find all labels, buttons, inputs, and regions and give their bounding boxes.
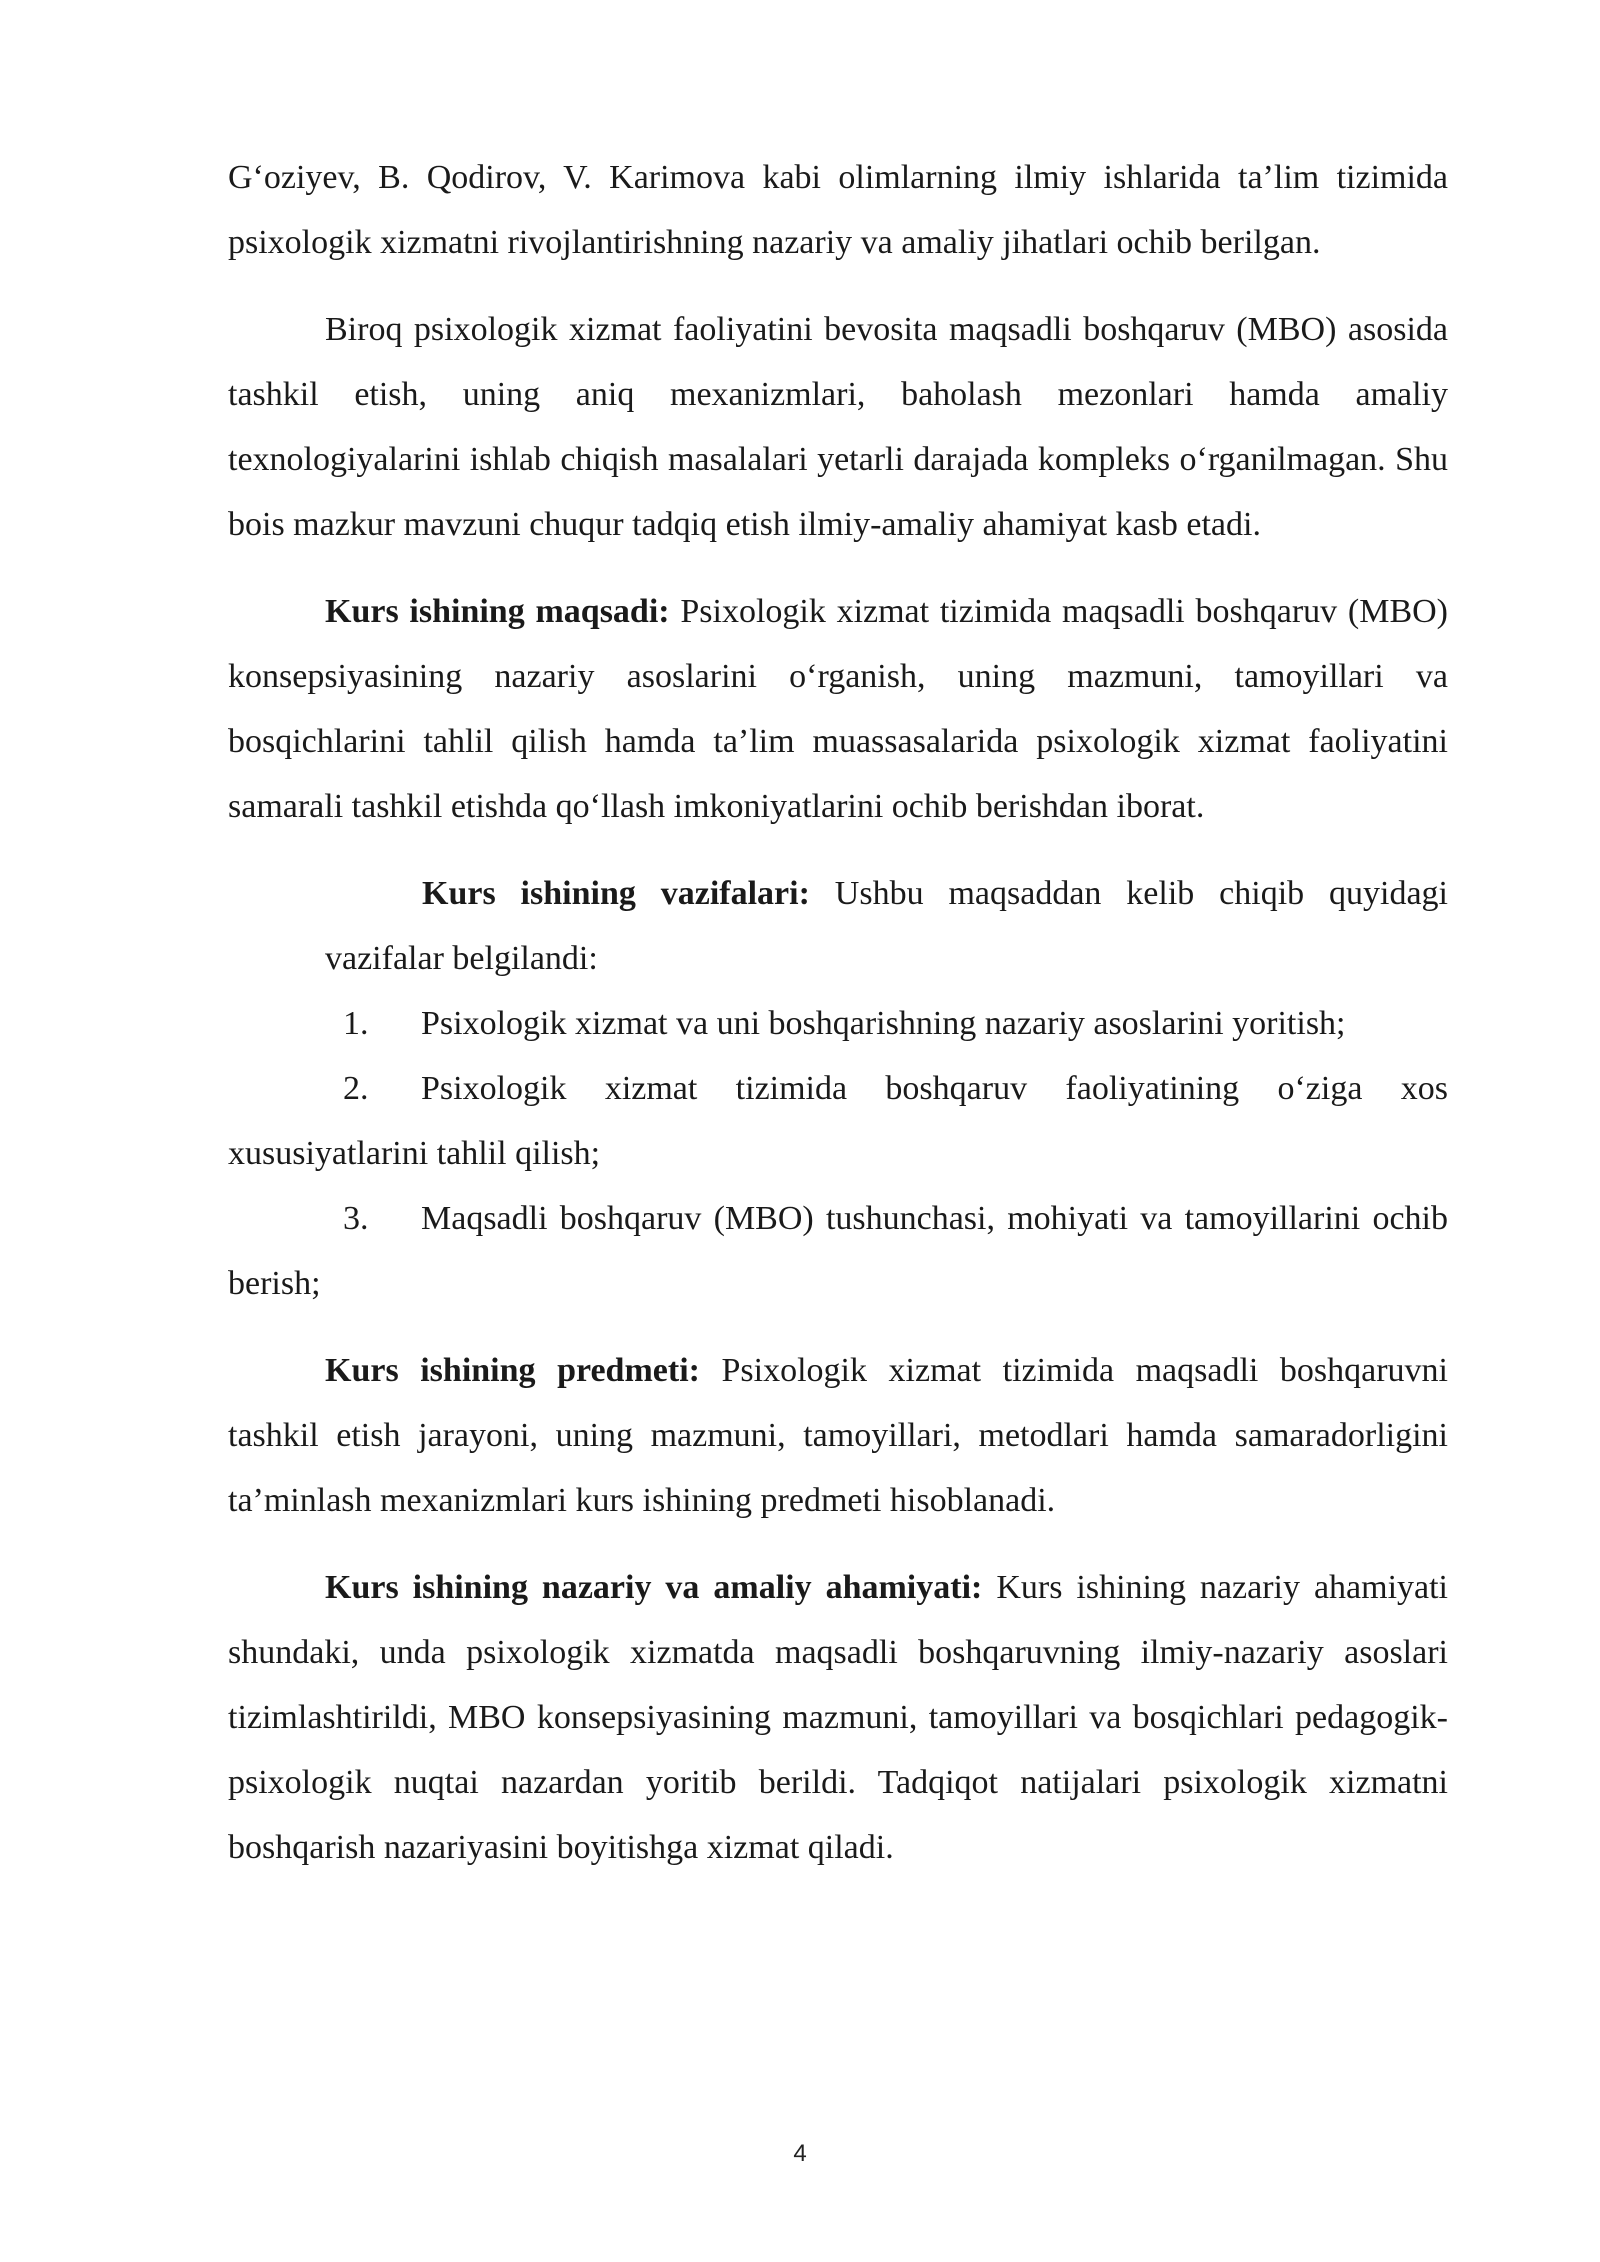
paragraph-goal bbox=[228, 579, 1448, 839]
list-item bbox=[228, 991, 1448, 1056]
list-item-text: Maqsadli boshqaruv (MBO) tushunchasi, mohiyati va tamoyillarini ochib berish; bbox=[228, 1200, 1448, 1302]
tasks-label: Kurs ishining vazifalari: bbox=[422, 875, 810, 912]
paragraph-significance bbox=[228, 1555, 1448, 1880]
list-item-number: 3. bbox=[343, 1200, 369, 1237]
list-item-text: Psixologik xizmat tizimida boshqaruv faoliyatining o‘ziga xos xususiyatlarini tahlil qilish; bbox=[228, 1070, 1448, 1172]
goal-text: Psixologik xizmat tizimida maqsadli boshqaruv (MBO) konsepsiyasining nazariy asoslarini o‘rganish, uning mazmuni, tamoyillari va bosqichlarini tahlil qilish hamda ta’lim muassasalarida psixologik xizmat faoliyatini samarali tashkil etishda qo‘llash imkoniyatlarini ochib berishdan iborat. bbox=[228, 593, 1448, 825]
list-item-text: Psixologik xizmat va uni boshqarishning nazariy asoslarini yoritish; bbox=[421, 1005, 1346, 1042]
paragraph-intro: G‘oziyev, B. Qodirov, V. Karimova kabi olimlarning ilmiy ishlarida ta’lim tizimida psixologik xizmatni rivojlantirishning nazariy va amaliy jihatlari ochib berilgan. bbox=[228, 159, 1448, 261]
list-item-number: 1. bbox=[343, 1005, 369, 1042]
list-item bbox=[228, 1186, 1448, 1316]
tasks-list bbox=[228, 991, 1448, 1316]
subject-text: Psixologik xizmat tizimida maqsadli boshqaruvni tashkil etish jarayoni, uning mazmuni, tamoyillari, metodlari hamda samaradorligini ta’minlash mexanizmlari kurs ishining predmeti hisoblanadi. bbox=[228, 1352, 1448, 1519]
list-item-number: 2. bbox=[343, 1070, 369, 1107]
tasks-text: Ushbu maqsaddan kelib chiqib quyidagi vazifalar belgilandi: bbox=[325, 875, 1449, 977]
significance-text: Kurs ishining nazariy ahamiyati shundaki, unda psixologik xizmatda maqsadli boshqaruvning ilmiy-nazariy asoslari tizimlashtirildi, MBO konsepsiyasining mazmuni, tamoyillari va bosqichlari pedagogik-psixologik nuqtai nazardan yoritib berildi. Tadqiqot natijalari psixologik xizmatni boshqarish nazariyasini boyitishga xizmat qiladi. bbox=[228, 1569, 1448, 1866]
paragraph-tasks bbox=[228, 861, 1448, 991]
goal-label: Kurs ishining maqsadi: bbox=[325, 593, 670, 630]
list-item bbox=[228, 1056, 1448, 1186]
paragraph-subject bbox=[228, 1338, 1448, 1533]
page-number: 4 bbox=[793, 2140, 807, 2167]
significance-label: Kurs ishining nazariy va amaliy ahamiyati: bbox=[325, 1569, 983, 1606]
document-page bbox=[228, 145, 1448, 1880]
paragraph-problem: Biroq psixologik xizmat faoliyatini bevosita maqsadli boshqaruv (MBO) asosida tashkil etish, uning aniq mexanizmlari, baholash mezonlari hamda amaliy texnologiyalarini ishlab chiqish masalalari yetarli darajada kompleks o‘rganilmagan. Shu bois mazkur mavzuni chuqur tadqiq etish ilmiy-amaliy ahamiyat kasb etadi. bbox=[228, 311, 1448, 543]
subject-label: Kurs ishining predmeti: bbox=[325, 1352, 700, 1389]
